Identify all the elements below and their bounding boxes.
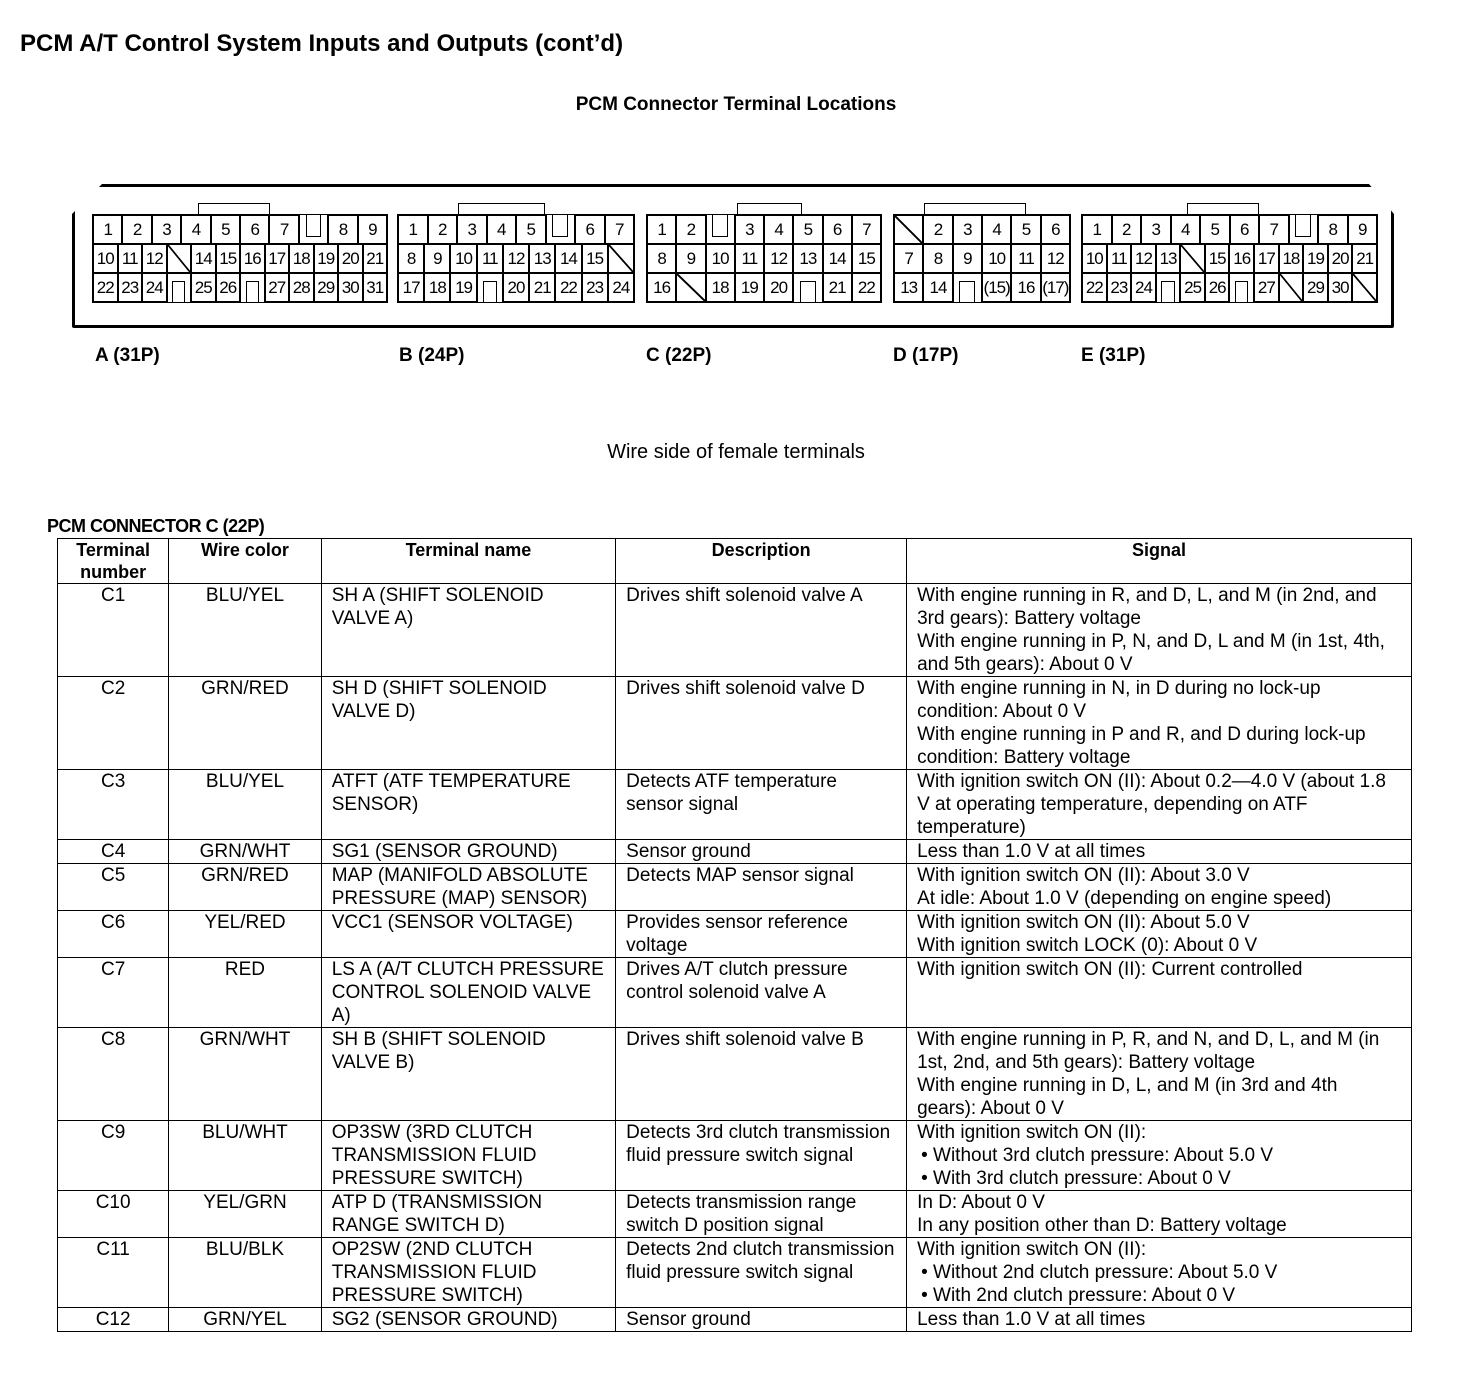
terminal-cell: 21 [1352,244,1377,273]
terminal-cell: 5 [1200,215,1230,244]
unused-terminal [608,244,634,273]
terminal-cell: 17 [265,244,290,273]
terminal-cell: 22 [1082,273,1107,302]
terminal-cell: 24 [1131,273,1156,302]
terminal-cell: 21 [823,273,852,302]
connector-latch [737,203,802,216]
terminal-cell: 18 [706,273,735,302]
signal-line: With engine running in N, in D during no lock-up condition: About 0 V [917,678,1321,722]
terminal-cell: 17 [398,273,424,302]
cell-wire: GRN/WHT [169,840,321,864]
unused-terminal [167,244,192,273]
terminal-cell: 5 [516,215,546,244]
cell-name: SG1 (SENSOR GROUND) [321,840,615,864]
cell-name: OP2SW (2ND CLUTCH TRANSMISSION FLUID PRESSURE SWITCH) [321,1238,615,1308]
table-row [58,1121,1412,1191]
terminal-cell: 25 [191,273,216,302]
terminal-cell: 12 [1041,244,1070,273]
terminal-cell: 2 [923,215,952,244]
terminal-cell: 6 [575,215,605,244]
cell-signal [907,958,1412,1028]
connector-latch [458,203,545,216]
unused-terminal [1180,244,1205,273]
wire-side-caption: Wire side of female terminals [607,441,865,463]
terminal-cell: 6 [1041,215,1070,244]
terminal-row [647,244,881,273]
connector-latch [1187,203,1259,216]
connector-label: C (22P) [646,345,712,366]
signal-line: With engine running in P, R, and N, and D, L, and M (in 1st, 2nd, and 5th gears): Battery voltage [917,1029,1380,1073]
cell-name: LS A (A/T CLUTCH PRESSURE CONTROL SOLENOID VALVE A) [321,958,615,1028]
terminal-cell: 12 [503,244,529,273]
key-notch [706,215,735,244]
terminal-cell: 8 [647,244,676,273]
table-row [58,1238,1412,1308]
terminal-cell: 9 [676,244,705,273]
unused-terminal [676,273,705,302]
terminal-cell: 2 [1112,215,1142,244]
cell-wire: RED [169,958,321,1028]
cell-signal [907,1238,1412,1308]
cell-signal [907,911,1412,958]
table-row [58,1191,1412,1238]
terminal-cell: 10 [982,244,1011,273]
cell-desc: Drives shift solenoid valve D [616,677,907,770]
signal-line: Less than 1.0 V at all times [917,1309,1146,1330]
terminal-cell: 8 [398,244,424,273]
terminal-cell: 10 [706,244,735,273]
terminal-row [647,273,881,302]
terminal-cell: 13 [894,273,923,302]
terminal-cell: 11 [477,244,503,273]
terminal-cell: 23 [118,273,143,302]
terminal-cell: 3 [953,215,982,244]
cell-wire: YEL/RED [169,911,321,958]
terminal-cell: 16 [240,244,265,273]
terminal-cell: 20 [338,244,363,273]
terminal-cell: 9 [424,244,450,273]
connector-label: B (24P) [399,345,465,366]
connector-label: D (17P) [893,345,959,366]
table-title: PCM CONNECTOR C (22P) [47,516,265,536]
terminal-table [57,538,1412,1332]
terminal-cell: 19 [450,273,476,302]
terminal-cell: 8 [923,244,952,273]
terminal-cell: 8 [1318,215,1348,244]
terminal-cell: 29 [314,273,339,302]
cell-terminal: C10 [58,1191,169,1238]
terminal-cell: 28 [289,273,314,302]
cell-name: MAP (MANIFOLD ABSOLUTE PRESSURE (MAP) SENSOR) [321,864,615,911]
terminal-cell: 9 [1348,215,1378,244]
terminal-cell: 18 [289,244,314,273]
column-header: Wire color [169,539,321,584]
terminal-row [93,244,387,273]
terminal-cell: 16 [1229,244,1254,273]
terminal-cell: 19 [1303,244,1328,273]
table-row [58,584,1412,677]
connector-latch [924,203,1026,216]
terminal-cell: 20 [764,273,793,302]
key-notch [167,273,192,302]
cell-name: SG2 (SENSOR GROUND) [321,1308,615,1332]
cell-terminal: C3 [58,770,169,840]
signal-line: With ignition switch LOCK (0): About 0 V [917,935,1258,956]
signal-line: • Without 3rd clutch pressure: About 5.0 V [921,1145,1274,1166]
terminal-cell: 21 [363,244,388,273]
connector-latch [198,203,270,216]
cell-wire: BLU/BLK [169,1238,321,1308]
terminal-cell: 31 [363,273,388,302]
terminal-cell: 23 [582,273,608,302]
key-notch [1229,273,1254,302]
terminal-cell: 22 [93,273,118,302]
cell-wire: YEL/GRN [169,1191,321,1238]
column-header: Signal [907,539,1412,584]
cell-name: SH A (SHIFT SOLENOID VALVE A) [321,584,615,677]
terminal-cell: 4 [487,215,517,244]
table-row [58,770,1412,840]
terminal-cell: 20 [1328,244,1353,273]
cell-signal [907,1191,1412,1238]
cell-desc: Drives shift solenoid valve A [616,584,907,677]
terminal-cell: 7 [1259,215,1289,244]
cell-desc: Sensor ground [616,840,907,864]
column-header: Terminal number [58,539,169,584]
terminal-cell: 15 [1205,244,1230,273]
terminal-cell: 3 [1141,215,1171,244]
terminal-cell: 12 [142,244,167,273]
column-header: Description [616,539,907,584]
terminal-cell: 7 [269,215,298,244]
terminal-cell: 9 [953,244,982,273]
cell-terminal: C2 [58,677,169,770]
terminal-cell: 26 [1205,273,1230,302]
terminal-cell: 22 [852,273,881,302]
terminal-cell: 27 [265,273,290,302]
terminal-cell: 11 [1107,244,1132,273]
cell-name: OP3SW (3RD CLUTCH TRANSMISSION FLUID PRESSURE SWITCH) [321,1121,615,1191]
terminal-cell: 19 [314,244,339,273]
cell-desc: Drives A/T clutch pressure control solenoid valve A [616,958,907,1028]
terminal-cell: 27 [1254,273,1279,302]
terminal-cell: 13 [793,244,822,273]
terminal-cell: 13 [1156,244,1181,273]
terminal-cell: 14 [555,244,581,273]
signal-line: With engine running in D, L, and M (in 3rd and 4th gears): About 0 V [917,1075,1338,1119]
terminal-cell: 11 [735,244,764,273]
cell-desc: Drives shift solenoid valve B [616,1028,907,1121]
key-notch [1289,215,1319,244]
terminal-cell: 13 [529,244,555,273]
terminal-cell: 1 [1082,215,1112,244]
signal-line: At idle: About 1.0 V (depending on engine speed) [917,888,1332,909]
terminal-row [894,215,1070,244]
terminal-cell: 16 [647,273,676,302]
cell-signal [907,864,1412,911]
terminal-cell: 11 [118,244,143,273]
signal-line: In any position other than D: Battery voltage [917,1215,1287,1236]
signal-line: • Without 2nd clutch pressure: About 5.0 V [921,1262,1278,1283]
cell-signal [907,1308,1412,1332]
cell-terminal: C7 [58,958,169,1028]
cell-signal [907,1121,1412,1191]
connector-c [646,214,882,303]
terminal-cell: 23 [1107,273,1132,302]
terminal-cell: 7 [894,244,923,273]
cell-terminal: C6 [58,911,169,958]
terminal-cell: 14 [923,273,952,302]
terminal-cell: 10 [450,244,476,273]
key-notch [299,215,328,244]
signal-line: With engine running in P, N, and D, L and M (in 1st, 4th, and 5th gears): About 0 V [917,631,1385,675]
signal-line: Less than 1.0 V at all times [917,841,1146,862]
terminal-cell: 4 [764,215,793,244]
table-row [58,677,1412,770]
terminal-row [93,215,387,244]
terminal-cell: 15 [216,244,241,273]
terminal-cell: 18 [424,273,450,302]
signal-line: With ignition switch ON (II): Current controlled [917,959,1303,980]
page-title: PCM A/T Control System Inputs and Outputs (cont’d) [20,30,624,57]
terminal-cell: 22 [555,273,581,302]
cell-signal [907,677,1412,770]
table-row [58,840,1412,864]
terminal-cell: 7 [852,215,881,244]
cell-wire: GRN/WHT [169,1028,321,1121]
terminal-cell: 29 [1303,273,1328,302]
cell-signal [907,1028,1412,1121]
terminal-row [398,273,634,302]
terminal-cell: 16 [1011,273,1040,302]
connector-label: A (31P) [95,345,160,366]
terminal-cell: 12 [764,244,793,273]
terminal-cell: 1 [647,215,676,244]
terminal-row [398,244,634,273]
cell-wire: GRN/RED [169,677,321,770]
terminal-cell: 8 [328,215,357,244]
terminal-cell: 15 [852,244,881,273]
terminal-cell: 9 [358,215,387,244]
terminal-cell: 12 [1131,244,1156,273]
connector-label: E (31P) [1081,345,1146,366]
terminal-cell: 3 [457,215,487,244]
cell-wire: BLU/WHT [169,1121,321,1191]
terminal-cell: 2 [676,215,705,244]
connector-b [397,214,635,303]
signal-line: With ignition switch ON (II): About 0.2—4.0 V (about 1.8 V at operating temperature, depending on ATF temperature) [917,771,1386,838]
key-notch [793,273,822,302]
terminal-cell: 6 [1230,215,1260,244]
signal-line: With engine running in P and R, and D during lock-up condition: Battery voltage [917,724,1366,768]
terminal-cell: 30 [338,273,363,302]
signal-line: With ignition switch ON (II): About 5.0 V [917,912,1250,933]
cell-signal [907,840,1412,864]
table-row [58,1308,1412,1332]
terminal-cell: 10 [93,244,118,273]
terminal-cell: 24 [608,273,634,302]
signal-line: With ignition switch ON (II): [917,1239,1147,1260]
cell-terminal: C8 [58,1028,169,1121]
terminal-cell: 18 [1279,244,1304,273]
terminal-cell: 7 [605,215,635,244]
cell-wire: GRN/YEL [169,1308,321,1332]
terminal-cell: 5 [211,215,240,244]
terminal-cell: 2 [122,215,151,244]
cell-name: ATFT (ATF TEMPERATURE SENSOR) [321,770,615,840]
cell-wire: BLU/YEL [169,770,321,840]
terminal-cell: 17 [1254,244,1279,273]
cell-desc: Detects 2nd clutch transmission fluid pressure switch signal [616,1238,907,1308]
cell-desc: Detects ATF temperature sensor signal [616,770,907,840]
cell-wire: GRN/RED [169,864,321,911]
terminal-cell: 10 [1082,244,1107,273]
terminal-row [398,215,634,244]
key-notch [240,273,265,302]
terminal-cell: 6 [823,215,852,244]
terminal-row [647,215,881,244]
terminal-cell: 14 [823,244,852,273]
terminal-cell: 6 [240,215,269,244]
key-notch [1156,273,1181,302]
unused-terminal [894,215,923,244]
terminal-row [1082,273,1377,302]
terminal-cell: 24 [142,273,167,302]
terminal-cell: 4 [1171,215,1201,244]
key-notch [477,273,503,302]
cell-desc: Detects MAP sensor signal [616,864,907,911]
terminal-cell: 5 [793,215,822,244]
connector-e [1081,214,1378,303]
cell-terminal: C12 [58,1308,169,1332]
table-row [58,864,1412,911]
terminal-cell: 3 [152,215,181,244]
cell-name: ATP D (TRANSMISSION RANGE SWITCH D) [321,1191,615,1238]
signal-line: • With 3rd clutch pressure: About 0 V [921,1168,1231,1189]
cell-signal [907,770,1412,840]
signal-line: • With 2nd clutch pressure: About 0 V [921,1285,1236,1306]
cell-signal [907,584,1412,677]
terminal-row [894,273,1070,302]
signal-line: With ignition switch ON (II): [917,1122,1147,1143]
cell-terminal: C9 [58,1121,169,1191]
cell-terminal: C4 [58,840,169,864]
cell-wire: BLU/YEL [169,584,321,677]
cell-desc: Detects transmission range switch D position signal [616,1191,907,1238]
terminal-cell: 14 [191,244,216,273]
cell-name: VCC1 (SENSOR VOLTAGE) [321,911,615,958]
terminal-cell: 26 [216,273,241,302]
terminal-cell: 15 [582,244,608,273]
cell-terminal: C1 [58,584,169,677]
terminal-cell: 21 [529,273,555,302]
terminal-row [93,273,387,302]
terminal-row [894,244,1070,273]
section-subtitle: PCM Connector Terminal Locations [575,94,897,115]
key-notch [953,273,982,302]
table-row [58,1028,1412,1121]
connector-d [893,214,1071,303]
unused-terminal [1279,273,1304,302]
terminal-cell: 1 [398,215,428,244]
cell-terminal: C5 [58,864,169,911]
signal-line: In D: About 0 V [917,1192,1045,1213]
terminal-row [1082,244,1377,273]
cell-name: SH D (SHIFT SOLENOID VALVE D) [321,677,615,770]
signal-line: With engine running in R, and D, L, and M (in 2nd, and 3rd gears): Battery voltage [917,585,1377,629]
terminal-cell: 19 [735,273,764,302]
connector-a [92,214,388,303]
cell-desc: Provides sensor reference voltage [616,911,907,958]
terminal-cell: 25 [1180,273,1205,302]
terminal-cell: 4 [181,215,210,244]
column-header: Terminal name [321,539,615,584]
terminal-cell: 1 [93,215,122,244]
signal-line: With ignition switch ON (II): About 3.0 V [917,865,1250,886]
terminal-cell: 5 [1011,215,1040,244]
terminal-cell: 3 [735,215,764,244]
terminal-cell: 2 [428,215,458,244]
cell-name: SH B (SHIFT SOLENOID VALVE B) [321,1028,615,1121]
cell-desc: Detects 3rd clutch transmission fluid pressure switch signal [616,1121,907,1191]
cell-terminal: C11 [58,1238,169,1308]
terminal-cell: 11 [1011,244,1040,273]
terminal-cell: 4 [982,215,1011,244]
unused-terminal [1352,273,1377,302]
cell-desc: Sensor ground [616,1308,907,1332]
table-row [58,958,1412,1028]
terminal-cell: (15) [982,273,1011,302]
terminal-row [1082,215,1377,244]
key-notch [546,215,576,244]
terminal-cell: (17) [1041,273,1070,302]
table-row [58,911,1412,958]
terminal-cell: 30 [1328,273,1353,302]
terminal-cell: 20 [503,273,529,302]
